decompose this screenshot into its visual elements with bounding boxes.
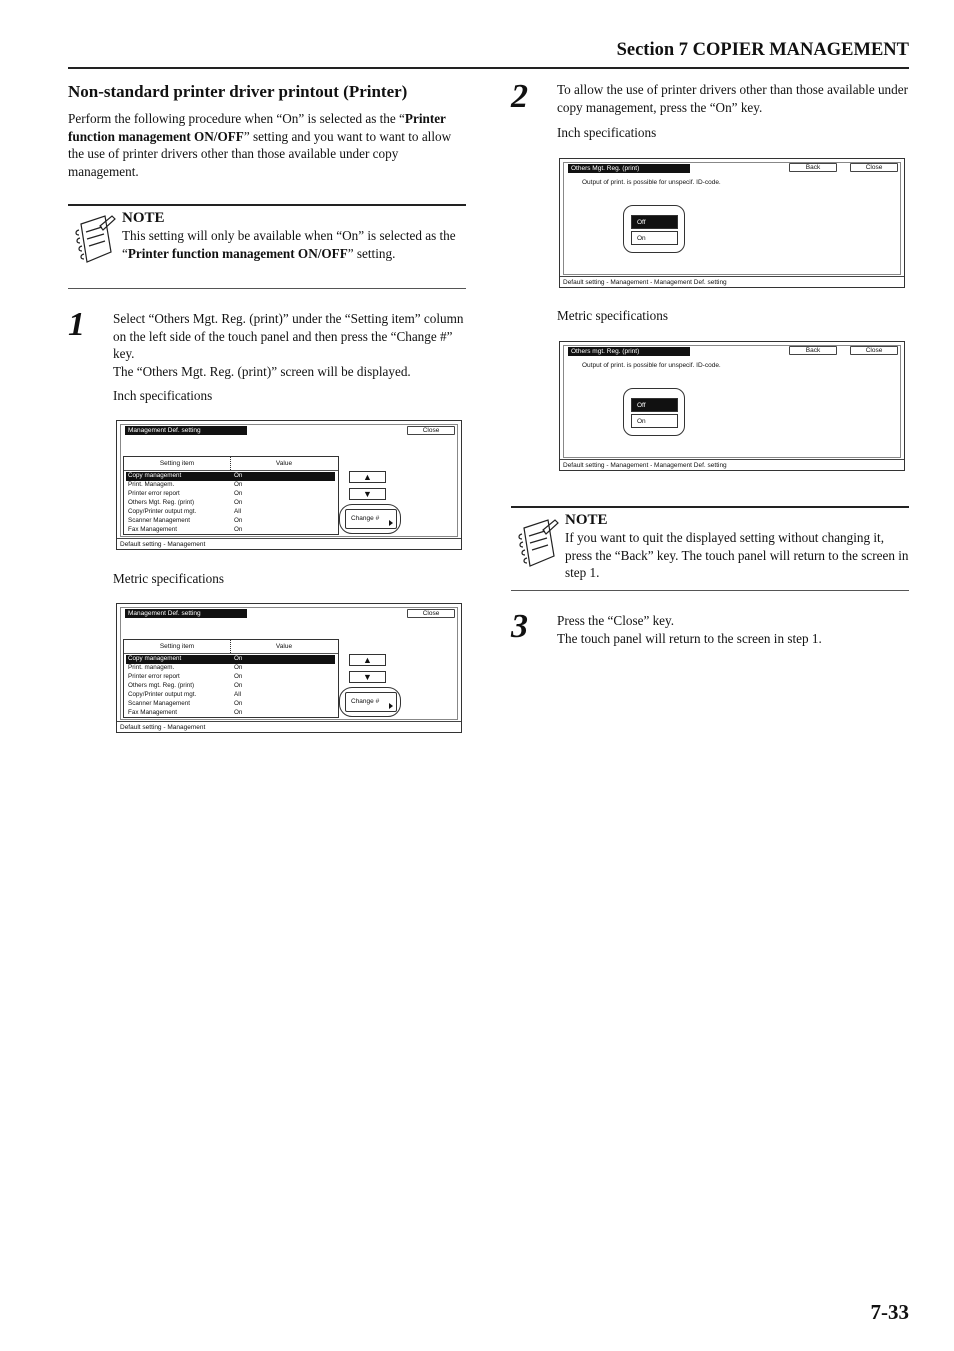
page-number: 7-33 [870,1300,909,1324]
caption-metric: Metric specifications [557,308,668,323]
change-key-ring [339,504,401,534]
panel-title: Management Def. setting [125,426,247,435]
section-title: Section 7 COPIER MANAGEMENT [616,40,909,60]
col-setting-item: Setting item [124,457,231,470]
close-button[interactable]: Close [850,346,898,355]
step-1-text: Select “Others Mgt. Reg. (print)” under the “Setting item” column on the left side of the touch panel and then press the “Change #” key. The “Others Mgt. Reg. (print)” screen will be displayed. [113,311,464,379]
list-item[interactable]: Printer error report On [128,673,243,680]
list-item[interactable]: Fax Management On [128,526,243,533]
close-button[interactable]: Close [850,163,898,172]
step-number-1: 1 [68,306,85,343]
note-title: NOTE [565,512,608,528]
status-bar: Default setting - Management - Management Def. setting [560,276,904,287]
change-key-ring [339,687,401,717]
settings-list [123,456,339,535]
list-item[interactable]: Others mgt. Reg. (print) On [128,682,243,689]
touch-panel-others-inch [559,158,905,288]
status-bar: Default setting - Management - Management Def. setting [560,459,904,470]
section-heading: Non-standard printer driver printout (Printer) [68,82,408,101]
header-rule [68,67,909,69]
scroll-down-button[interactable]: ▼ [349,671,386,683]
note-text: If you want to quit the displayed setting without changing it, press the “Back” key. The touch panel will return to the screen in step 1. [565,530,909,581]
caption-inch: Inch specifications [557,125,657,140]
option-group [623,205,685,253]
list-item[interactable]: Scanner Management On [128,700,243,707]
scroll-up-button[interactable]: ▲ [349,471,386,483]
close-button[interactable]: Close [407,426,455,435]
list-header [124,640,338,654]
panel-title: Others Mgt. Reg. (print) [568,164,690,173]
on-option-button[interactable]: On [631,414,678,428]
step-3-text: Press the “Close” key. The touch panel will return to the screen in step 1. [557,613,822,646]
caption-inch: Inch specifications [113,388,213,403]
status-bar: Default setting - Management [117,721,461,732]
list-item[interactable]: Print. Managem. On [128,481,243,488]
caption-metric: Metric specifications [113,571,224,586]
change-number-button[interactable]: Change # [345,692,397,712]
note-box [511,506,909,591]
close-button[interactable]: Close [407,609,455,618]
list-item[interactable]: Copy management On [126,655,335,664]
step-number-2: 2 [511,78,528,115]
back-button[interactable]: Back [789,346,837,355]
play-icon [389,520,393,526]
back-button[interactable]: Back [789,163,837,172]
intro-paragraph: Perform the following procedure when “On” is selected as the “Printer function management ON/OFF” setting and you want to want to allow the use of printer drivers other than those available under copy management. [68,111,452,179]
note-title: NOTE [122,210,165,226]
notepad-icon [72,212,116,270]
list-item[interactable]: Copy/Printer output mgt. All [128,508,241,515]
panel-message: Output of print. is possible for unspecif. ID-code. [582,362,721,369]
panel-title: Others mgt. Reg. (print) [568,347,690,356]
step-2-text: To allow the use of printer drivers other than those available under copy management, press the “On” key. [557,82,908,115]
step-number-3: 3 [511,608,528,645]
list-item[interactable]: Print. managem. On [128,664,243,671]
list-item[interactable]: Others Mgt. Reg. (print) On [128,499,243,506]
panel-message: Output of print. is possible for unspecif. ID-code. [582,179,721,186]
list-item[interactable]: Copy management On [126,472,335,481]
col-setting-item: Setting item [124,640,231,653]
option-group [623,388,685,436]
notepad-icon [515,516,559,574]
settings-list [123,639,339,718]
panel-title: Management Def. setting [125,609,247,618]
note-box [68,204,466,289]
change-number-button[interactable]: Change # [345,509,397,529]
off-option-button[interactable]: Off [631,215,678,229]
list-item[interactable]: Printer error report On [128,490,243,497]
list-header [124,457,338,471]
touch-panel-management-metric [116,603,462,733]
scroll-down-button[interactable]: ▼ [349,488,386,500]
list-item[interactable]: Scanner Management On [128,517,243,524]
status-bar: Default setting - Management [117,538,461,549]
list-item[interactable]: Fax Management On [128,709,243,716]
on-option-button[interactable]: On [631,231,678,245]
off-option-button[interactable]: Off [631,398,678,412]
scroll-up-button[interactable]: ▲ [349,654,386,666]
play-icon [389,703,393,709]
touch-panel-management-inch [116,420,462,550]
note-text: This setting will only be available when “On” is selected as the “Printer function management ON/OFF” setting. [122,228,456,261]
col-value: Value [275,460,293,467]
list-item[interactable]: Copy/Printer output mgt. All [128,691,241,698]
col-value: Value [275,643,293,650]
touch-panel-others-metric [559,341,905,471]
